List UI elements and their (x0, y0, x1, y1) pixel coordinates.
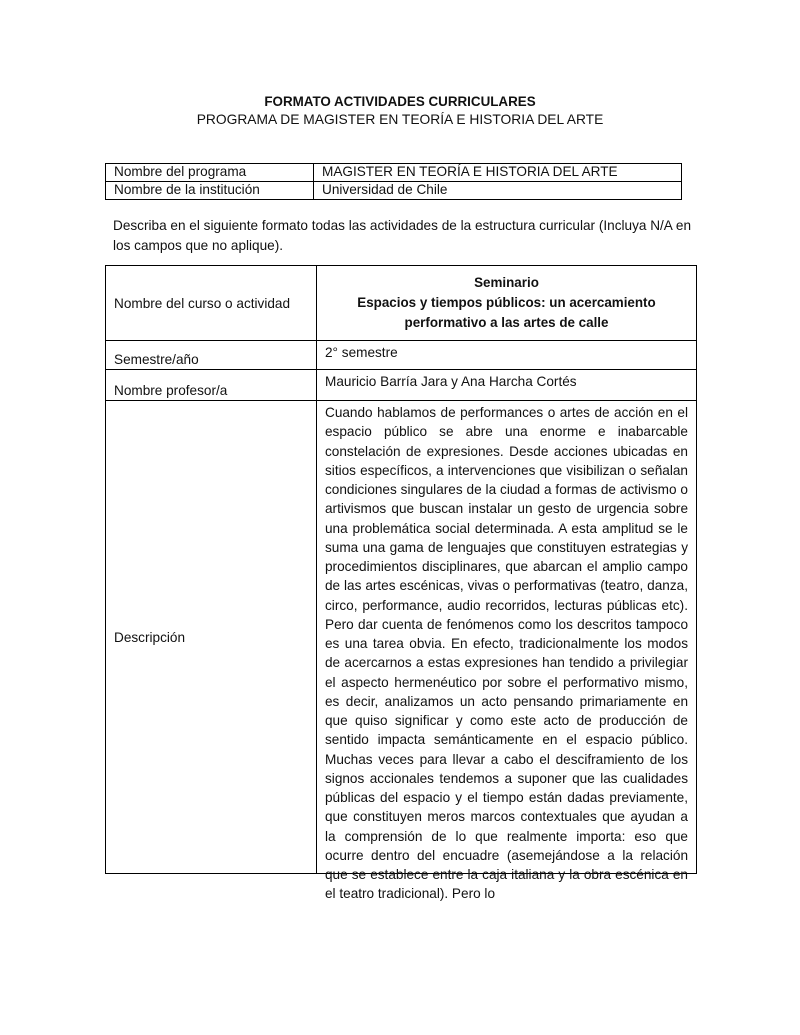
description-cell (317, 401, 697, 902)
institution-label: Nombre de la institución (106, 182, 314, 200)
course-name: Espacios y tiempos públicos: un acercamiento performativo a las artes de calle (357, 295, 656, 330)
course-name-cell (317, 266, 697, 341)
course-type: Seminario (474, 275, 539, 290)
instructions-text: Describa en el siguiente formato todas las actividades de la estructura curricular (Incluya N/A en los campos que no aplique). (113, 218, 692, 253)
course-label: Nombre del curso o actividad (106, 266, 317, 341)
document-header (0, 93, 800, 129)
table-row (106, 182, 682, 200)
description-label: Descripción (106, 401, 317, 874)
semester-value: 2° semestre (317, 341, 697, 370)
program-value: MAGISTER EN TEORÍA E HISTORIA DEL ARTE (314, 164, 682, 182)
table-row (106, 370, 697, 401)
table-row (106, 164, 682, 182)
document-title: FORMATO ACTIVIDADES CURRICULARES (264, 94, 536, 109)
document-subtitle: PROGRAMA DE MAGISTER EN TEORÍA E HISTORIA DEL ARTE (196, 112, 604, 127)
table-row (106, 266, 697, 341)
description-text: Cuando hablamos de performances o artes de acción en el espacio público se abre una enorme e inabarcable constelación de expresiones. Desde acciones ubicadas en sitios específicos, a intervenciones que visibilizan o señalan condiciones singulares de la ciudad a formas de activismo o artivismos que buscan instalar un gesto de urgencia sobre una problemática social determinada. A esta amplitud se le suma una gama de lenguajes que constituyen estrategias y procedimientos disciplinares, que abarcan el amplio campo de las artes escénicas, vivas o performativas (teatro, danza, circo, performance, audio recorridos, lecturas públicas etc). Pero dar cuenta de fenómenos como los descritos tampoco es una tarea obvia. En efecto, tradicionalmente los modos de acercarnos a estas expresiones han tendido a privilegiar el aspecto hermenéutico por sobre el performativo mismo, es decir, analizamos un acto pensando primariamente en que quiso significar y como este acto de producción de sentido impacta semánticamente en el espacio público. Muchas veces para llevar a cabo el desciframiento de los signos accionales tendemos a suponer que las cualidades públicas del espacio y el tiempo están dadas previamente, que constituyen meros marcos contextuales que ayudan a la comprensión de lo que realmente importa: eso que ocurre dentro del encuadre (asemejándose a la relación que se establece entre la caja italiana y la obra escénica en el teatro tradicional). Pero lo (325, 405, 688, 902)
professor-value: Mauricio Barría Jara y Ana Harcha Cortés (317, 370, 697, 401)
course-table (105, 265, 697, 902)
program-info-table (105, 163, 682, 200)
semester-label: Semestre/año (106, 341, 317, 370)
institution-value: Universidad de Chile (314, 182, 682, 200)
table-row (106, 341, 697, 370)
program-label: Nombre del programa (106, 164, 314, 182)
table-row (106, 401, 697, 874)
professor-label: Nombre profesor/a (106, 370, 317, 401)
